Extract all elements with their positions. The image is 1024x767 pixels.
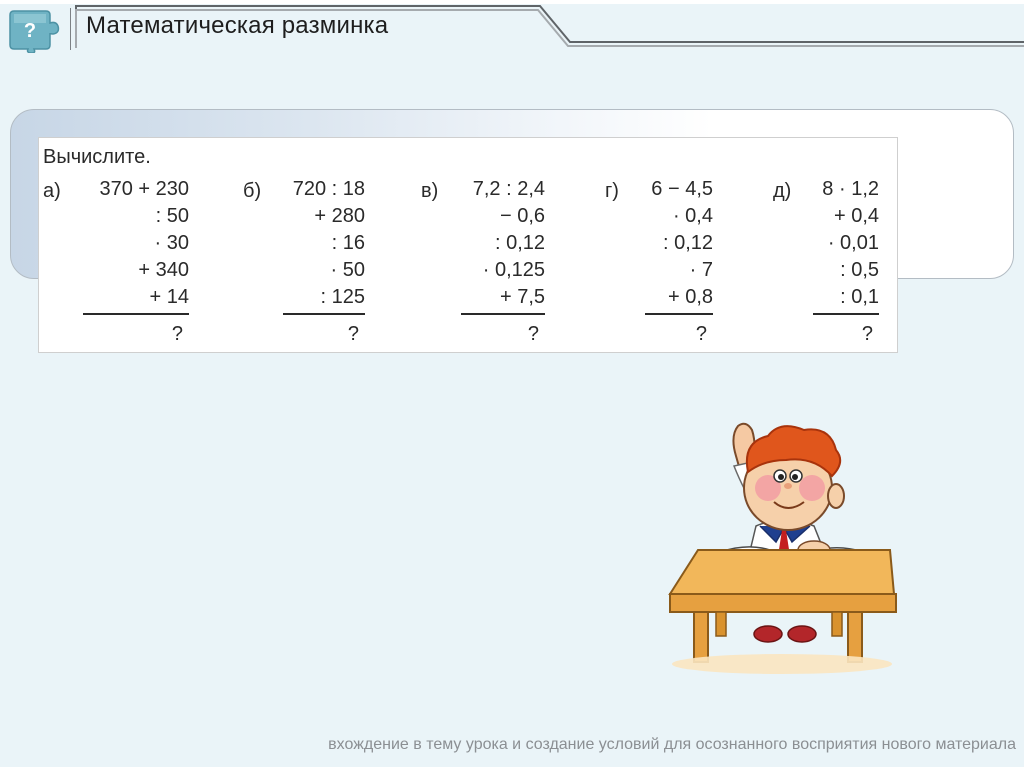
result-answer: ? [347, 323, 359, 345]
expression-line: + 7,5 [499, 286, 545, 308]
expression-line: 370 + 230 [99, 178, 189, 200]
result-answer: ? [171, 323, 183, 345]
exercise-letter: д) [773, 180, 792, 202]
slide-footer: вхождение в тему урока и создание условий для осознанного восприятия нового материала [328, 736, 1016, 753]
result-rule [645, 313, 713, 315]
expression-line: : 0,12 [662, 232, 713, 254]
result-answer: ? [527, 323, 539, 345]
expression-line: + 340 [138, 259, 189, 281]
expression-line: : 125 [320, 286, 365, 308]
result-rule [283, 313, 365, 315]
expression-line: · 7 [689, 259, 713, 281]
expression-line: + 0,4 [833, 205, 879, 227]
exercise-letter: г) [605, 180, 619, 202]
exercise-letter: б) [243, 180, 262, 202]
puzzle-glyph: ? [23, 20, 37, 42]
expression-line: · 0,01 [827, 232, 879, 254]
result-answer: ? [861, 323, 873, 345]
result-answer: ? [695, 323, 707, 345]
expression-line: 8 · 1,2 [822, 178, 879, 200]
puzzle-question-icon [6, 9, 60, 53]
expression-line: : 0,5 [840, 259, 879, 281]
result-rule [83, 313, 189, 315]
expression-line: + 14 [149, 286, 189, 308]
expression-line: : 0,1 [840, 286, 879, 308]
expression-line: : 0,12 [494, 232, 545, 254]
exercise-letter: а) [43, 180, 61, 202]
slide-title: Математическая разминка [86, 12, 389, 39]
expression-line: + 0,8 [667, 286, 713, 308]
result-rule [461, 313, 545, 315]
expression-line: · 0,125 [482, 259, 545, 281]
expression-line: 7,2 : 2,4 [472, 178, 545, 200]
result-rule [813, 313, 879, 315]
expression-line: : 50 [155, 205, 189, 227]
expression-line: 720 : 18 [292, 178, 365, 200]
expression-line: · 30 [154, 232, 189, 254]
exercise-letter: в) [421, 180, 439, 202]
expression-line: 6 − 4,5 [651, 178, 713, 200]
expression-line: + 280 [314, 205, 365, 227]
expression-line: : 16 [331, 232, 365, 254]
exercise-card [38, 137, 898, 353]
expression-line: − 0,6 [499, 205, 545, 227]
exercise-heading: Вычислите. [43, 146, 151, 168]
expression-line: · 50 [330, 259, 365, 281]
expression-line: · 0,4 [672, 205, 713, 227]
student-illustration [664, 416, 900, 678]
